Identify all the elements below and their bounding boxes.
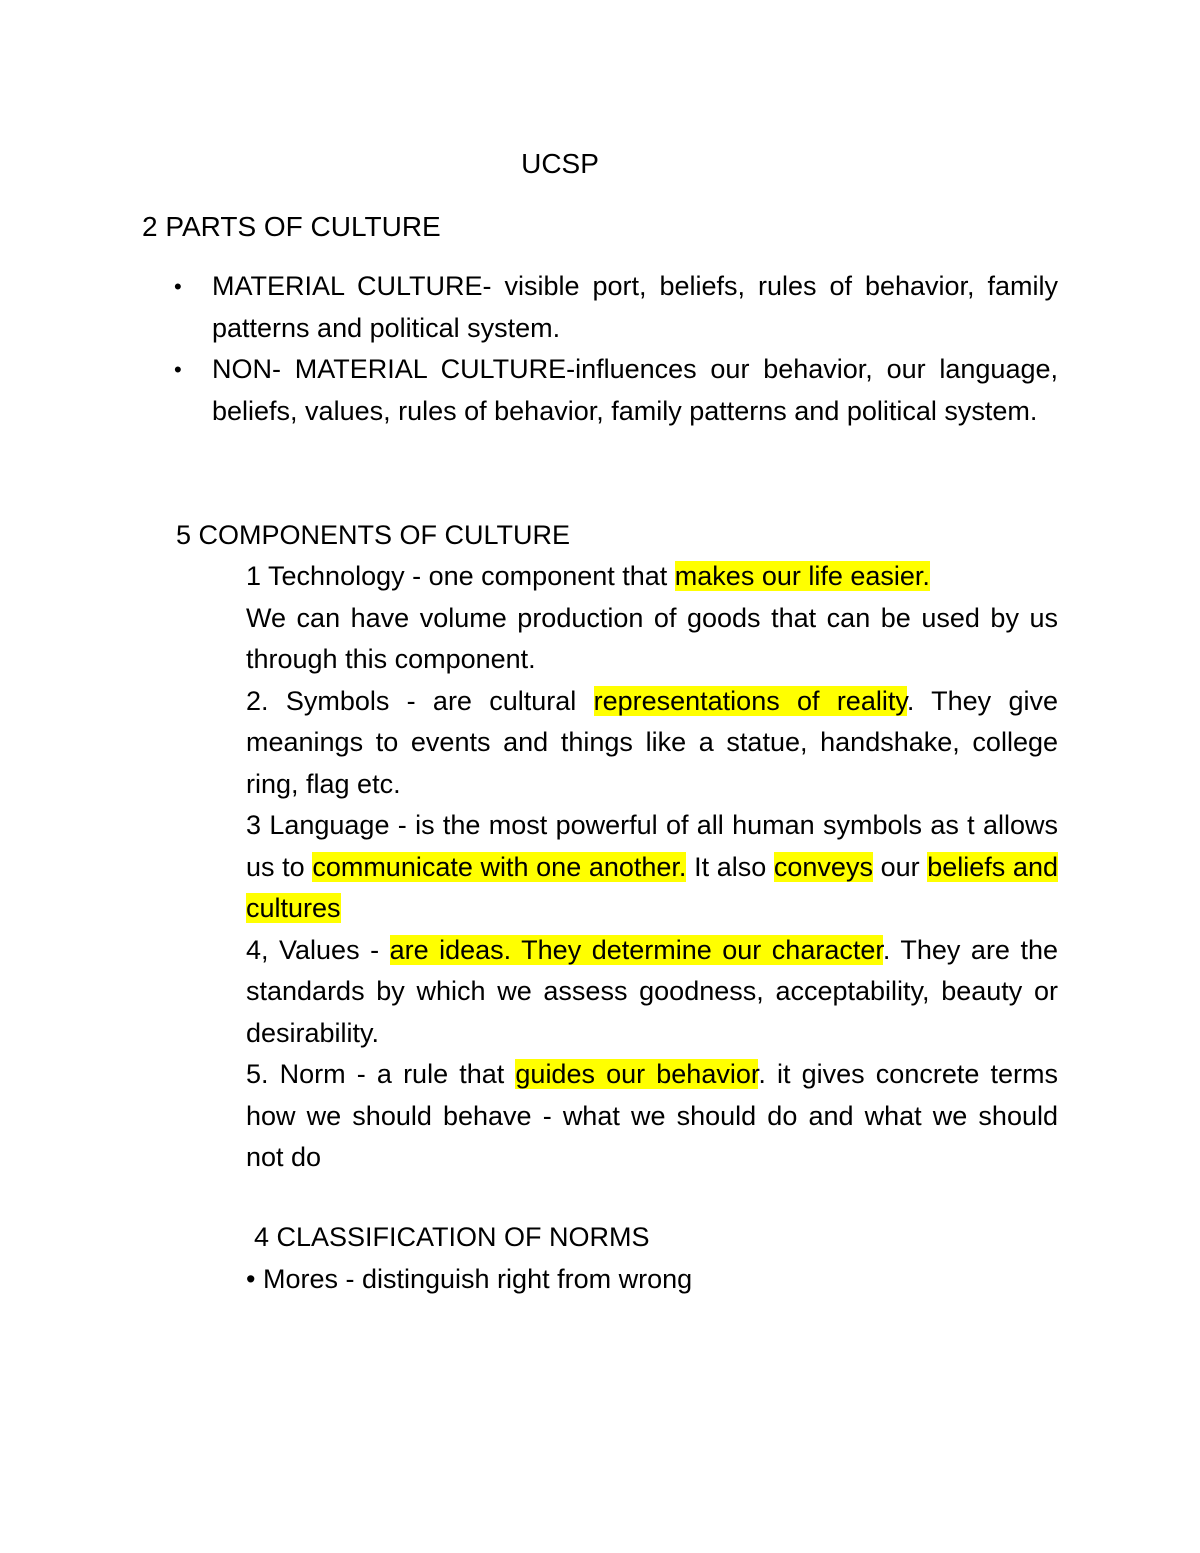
parts-heading: 2 PARTS OF CULTURE [142, 211, 441, 242]
language-highlight-conveys: conveys [773, 851, 873, 882]
symbols-intro: 2. Symbols - are cultural [246, 685, 594, 716]
symbols-highlight: representations of reality [593, 685, 907, 716]
list-item-non-material-culture [174, 349, 1058, 432]
values-intro: 4, Values - [246, 934, 390, 965]
language-our: our [872, 851, 928, 882]
symbols-detail: . They give meanings to events and things like a statue, handshake, college ring, flag etc. [246, 685, 1059, 799]
component-symbols [246, 681, 1058, 806]
norm-detail: . it gives concrete terms how we should behave - what we should do and what we should not do [246, 1059, 1058, 1172]
technology-detail: We can have volume production of goods that can be used by us through this component. [246, 602, 1058, 674]
language-highlight-beliefs: beliefs and cultures [246, 851, 1058, 923]
norms-heading: 4 CLASSIFICATION OF NORMS [254, 1222, 650, 1252]
component-values [246, 930, 1058, 1055]
language-intro: 3 Language - is the most powerful of all human symbols as t allows us to [246, 810, 1058, 882]
norm-intro: 5. Norm - a rule that [246, 1059, 516, 1089]
document-title: UCSP [521, 148, 599, 179]
non-material-culture-text: NON- MATERIAL CULTURE-influences our behavior, our language, beliefs, values, rules of behavior, family patterns and political system. [212, 354, 1058, 426]
values-detail: . They are the standards by which we assess goodness, acceptability, beauty or desirability. [246, 934, 1058, 1048]
values-highlight: are ideas. They determine our character [389, 934, 883, 965]
components-heading: 5 COMPONENTS OF CULTURE [176, 520, 571, 550]
material-culture-text: MATERIAL CULTURE- visible port, beliefs, rules of behavior, family patterns and political system. [212, 271, 1058, 343]
mores-text: Mores - distinguish right from wrong [262, 1264, 693, 1294]
language-middle: It also [686, 851, 774, 882]
technology-intro: 1 Technology - one component that [246, 561, 675, 591]
technology-highlight: makes our life easier. [674, 561, 930, 591]
norm-highlight: guides our behavior [515, 1059, 759, 1089]
bullet-icon: • [174, 357, 182, 382]
components-section [246, 556, 1058, 1179]
bullet-icon: • [174, 274, 182, 299]
component-language [246, 805, 1058, 930]
list-item-material-culture [174, 266, 1058, 349]
list-item-mores [246, 1259, 692, 1301]
parts-list [174, 266, 1058, 432]
bullet-icon: • [246, 1264, 256, 1294]
language-highlight-communicate: communicate with one another. [312, 851, 687, 882]
component-norm [246, 1054, 1058, 1179]
component-technology [246, 556, 1058, 598]
